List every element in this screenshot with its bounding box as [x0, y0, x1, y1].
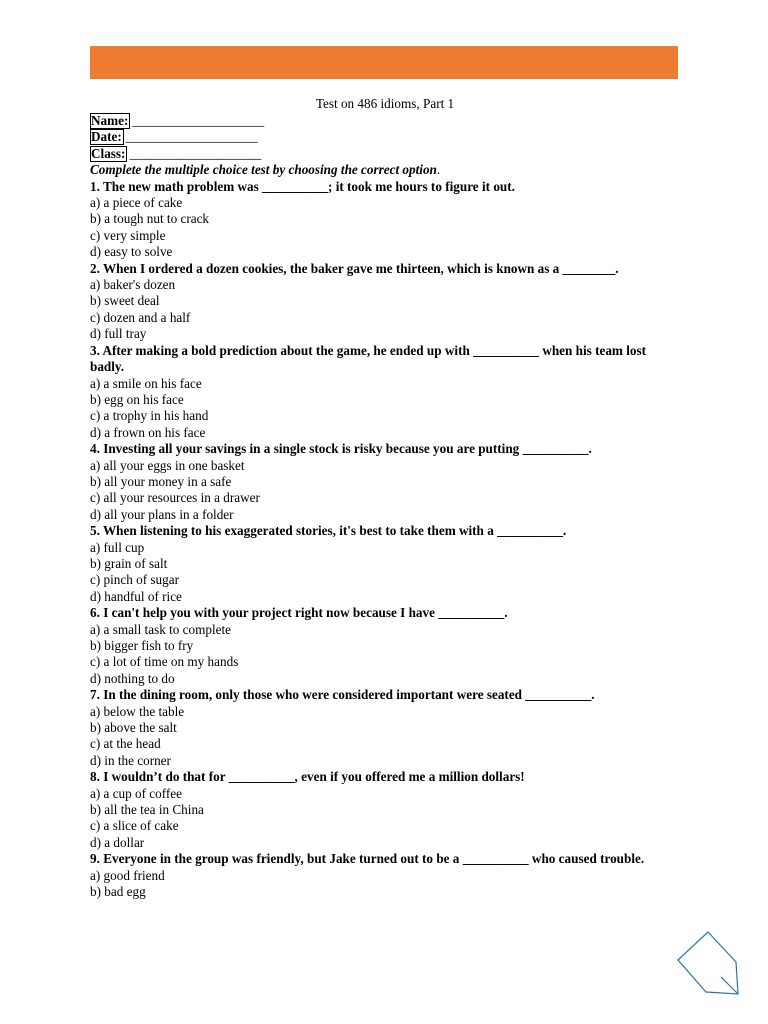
question-text: 9. Everyone in the group was friendly, but Jake turned out to be a __________ who caused trouble. — [90, 851, 645, 867]
field-label: Date: — [91, 129, 122, 145]
field-label: Class: — [91, 145, 126, 161]
question-text: 5. When listening to his exaggerated stories, it's best to take them with a __________. — [90, 523, 567, 539]
answer-option[interactable]: c) very simple — [90, 227, 166, 243]
question-block — [90, 179, 680, 261]
answer-option[interactable]: d) in the corner — [90, 752, 171, 768]
field-blank-line[interactable]: ____________________ — [125, 129, 258, 145]
answer-option[interactable]: d) a frown on his face — [90, 424, 206, 440]
answer-option[interactable]: b) bad egg — [90, 884, 146, 900]
answer-option[interactable]: a) a small task to complete — [90, 621, 231, 637]
answer-option[interactable]: c) a slice of cake — [90, 818, 179, 834]
answer-option[interactable]: c) pinch of sugar — [90, 572, 179, 588]
answer-option[interactable]: a) a smile on his face — [90, 375, 202, 391]
student-fields — [90, 113, 680, 162]
question-block — [90, 605, 680, 687]
question-text: 1. The new math problem was __________; it took me hours to figure it out. — [90, 178, 515, 194]
question-block — [90, 687, 680, 769]
question-text: 2. When I ordered a dozen cookies, the baker gave me thirteen, which is known as a ________. — [90, 260, 619, 276]
answer-option[interactable]: b) bigger fish to fry — [90, 638, 194, 653]
answer-option[interactable]: a) baker's dozen — [90, 277, 176, 293]
answer-option[interactable]: a) a cup of coffee — [90, 785, 183, 801]
answer-option[interactable]: b) grain of salt — [90, 555, 168, 571]
answer-option[interactable]: b) all the tea in China — [90, 802, 204, 818]
question-block — [90, 261, 680, 343]
answer-option[interactable]: c) all your resources in a drawer — [90, 490, 260, 506]
answer-option[interactable]: c) a lot of time on my hands — [90, 654, 239, 670]
answer-option[interactable]: a) below the table — [90, 703, 185, 719]
answer-option[interactable]: d) handful of rice — [90, 588, 182, 604]
question-block — [90, 851, 680, 900]
question-text: 3. After making a bold prediction about the game, he ended up with __________ when his team lost badly. — [90, 342, 646, 375]
answer-option[interactable]: c) at the head — [90, 736, 161, 752]
answer-option[interactable]: b) all your money in a safe — [90, 473, 232, 489]
answer-option[interactable]: b) a tough nut to crack — [90, 211, 210, 227]
field-row — [90, 146, 680, 162]
answer-option[interactable]: d) a dollar — [90, 834, 145, 850]
answer-option[interactable]: a) full cup — [90, 539, 145, 555]
answer-option[interactable]: b) sweet deal — [90, 293, 160, 309]
question-text: 6. I can't help you with your project right now because I have __________. — [90, 605, 508, 621]
answer-option[interactable]: c) a trophy in his hand — [90, 408, 209, 424]
question-block — [90, 769, 680, 851]
answer-option[interactable]: d) full tray — [90, 326, 147, 342]
answer-option[interactable]: a) all your eggs in one basket — [90, 457, 245, 473]
header-banner — [90, 46, 678, 79]
answer-option[interactable]: d) all your plans in a folder — [90, 506, 234, 522]
question-list — [90, 179, 680, 901]
answer-option[interactable]: d) easy to solve — [90, 244, 173, 260]
instructions: Complete the multiple choice test by choosing the correct option. — [90, 162, 441, 178]
page-title: Test on 486 idioms, Part 1 — [315, 96, 455, 111]
question-text: 7. In the dining room, only those who were considered important were seated __________. — [90, 687, 595, 703]
answer-option[interactable]: b) above the salt — [90, 720, 177, 736]
field-blank-line[interactable]: ____________________ — [129, 145, 262, 161]
question-text: 8. I wouldn’t do that for __________, even if you offered me a million dollars! — [90, 769, 525, 785]
question-block — [90, 441, 680, 523]
field-row — [90, 129, 680, 145]
field-blank-line[interactable]: ____________________ — [132, 113, 265, 128]
question-block — [90, 523, 680, 605]
question-block — [90, 343, 680, 441]
answer-option[interactable]: c) dozen and a half — [90, 309, 191, 325]
pencil-icon[interactable] — [676, 930, 740, 998]
field-label: Name: — [91, 113, 129, 128]
test-document — [90, 96, 680, 901]
question-text: 4. Investing all your savings in a single stock is risky because you are putting __________. — [90, 441, 592, 457]
answer-option[interactable]: b) egg on his face — [90, 391, 184, 407]
field-row — [90, 113, 680, 129]
answer-option[interactable]: d) nothing to do — [90, 670, 175, 686]
answer-option[interactable]: a) a piece of cake — [90, 195, 183, 211]
answer-option[interactable]: a) good friend — [90, 867, 165, 883]
